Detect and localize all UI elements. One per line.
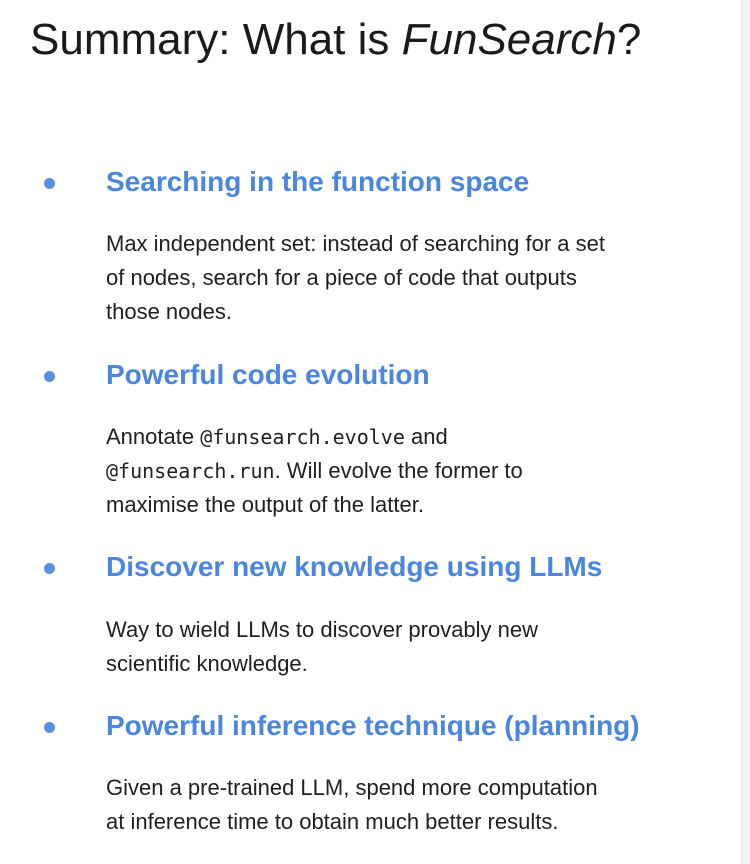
bullet-dot-icon: [44, 178, 55, 189]
desc-line: maximise the output of the latter.: [106, 492, 424, 517]
bullet-description-function-space: [106, 227, 706, 329]
desc-text: Annotate: [106, 424, 201, 449]
desc-text: and: [404, 424, 448, 449]
slide-title: [30, 14, 641, 66]
desc-line: at inference time to obtain much better results.: [106, 809, 559, 834]
bullet-description-code-evolution: [106, 420, 706, 522]
title-suffix: ?: [616, 15, 642, 64]
bullet-description-inference: [106, 771, 706, 839]
bullet-heading-function-space: Searching in the function space: [106, 166, 530, 197]
desc-line: of nodes, search for a piece of code that outputs: [106, 265, 577, 290]
desc-line: Given a pre-trained LLM, spend more computation: [106, 775, 598, 800]
desc-line: Max independent set: instead of searching for a set: [106, 231, 605, 256]
desc-text: . Will evolve the former to: [274, 458, 523, 483]
bullet-heading-code-evolution: Powerful code evolution: [106, 359, 430, 390]
bullet-dot-icon: [44, 371, 55, 382]
title-emphasis: FunSearch: [401, 15, 617, 64]
code-run: @funsearch.run: [106, 459, 275, 483]
bullet-heading-inference: Powerful inference technique (planning): [106, 710, 640, 741]
desc-line: those nodes.: [106, 299, 232, 324]
bullet-dot-icon: [44, 722, 55, 733]
desc-line: scientific knowledge.: [106, 651, 308, 676]
bullet-description-knowledge: [106, 613, 706, 681]
bullet-heading-knowledge: Discover new knowledge using LLMs: [106, 551, 603, 582]
code-evolve: @funsearch.evolve: [200, 425, 405, 449]
desc-line: Way to wield LLMs to discover provably new: [106, 617, 539, 642]
bullet-dot-icon: [44, 563, 55, 574]
window-edge: [741, 0, 750, 864]
title-prefix: Summary: What is: [30, 15, 402, 64]
